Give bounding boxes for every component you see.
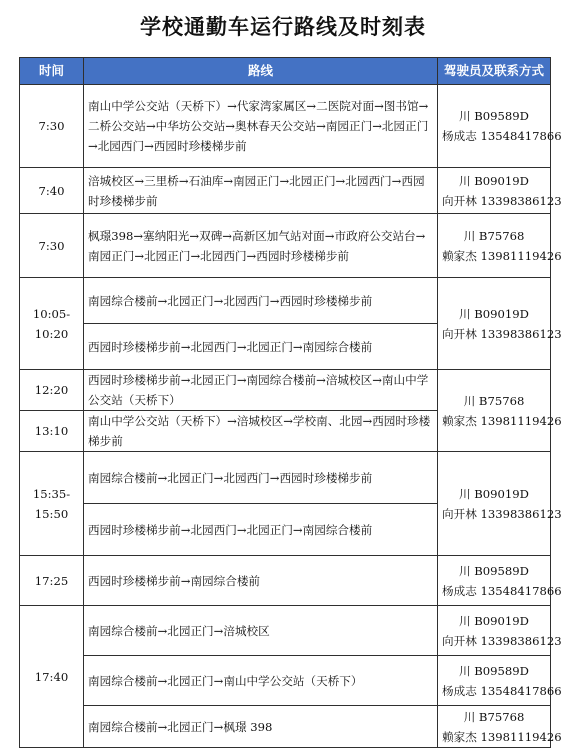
time-cell	[20, 278, 84, 370]
schedule-table	[19, 57, 562, 748]
vehicle-plate: 川 B09019D	[459, 306, 529, 321]
vehicle-plate: 川 B09019D	[459, 486, 529, 501]
vehicle-plate: 川 B75768	[463, 228, 525, 243]
driver-cell	[438, 85, 562, 168]
route-cell: 南园综合楼前→北园正门→涪城校区	[84, 606, 438, 656]
route-cell: 西园时珍楼梯步前→北园西门→北园正门→南园综合楼前	[84, 324, 438, 370]
header-driver: 驾驶员及联系方式	[438, 58, 551, 85]
route-cell: 南园综合楼前→北园正门→北园西门→西园时珍楼梯步前	[84, 278, 438, 324]
driver-contact: 向开林 13398386123	[442, 193, 562, 208]
route-cell: 南山中学公交站（天桥下）→代家湾家属区→二医院对面→图书馆→二桥公交站→中华坊公交站→奥林春天公交站→南园正门→北园正门→北园西门→西园时珍楼梯步前	[84, 85, 438, 168]
route-cell: 枫璟398→塞纳阳光→双碑→高新区加气站对面→市政府公交站台→南园正门→北园正门→北园西门→西园时珍楼梯步前	[84, 214, 438, 278]
driver-contact: 赖家杰 13981119426	[442, 413, 562, 428]
vehicle-plate: 川 B75768	[463, 393, 525, 408]
driver-cell	[438, 656, 562, 706]
table-row	[20, 370, 551, 411]
route-cell: 南园综合楼前→北园正门→北园西门→西园时珍楼梯步前	[84, 452, 438, 504]
vehicle-plate: 川 B09019D	[459, 613, 529, 628]
driver-cell	[438, 606, 562, 656]
route-cell: 西园时珍楼梯步前→南园综合楼前	[84, 556, 438, 606]
driver-contact: 赖家杰 13981119426	[442, 729, 562, 744]
driver-cell	[438, 556, 562, 606]
vehicle-plate: 川 B09589D	[459, 563, 529, 578]
route-cell: 西园时珍楼梯步前→北园正门→南园综合楼前→涪城校区→南山中学公交站（天桥下）	[84, 370, 438, 411]
table-row	[20, 706, 551, 748]
time-cell: 17:40	[20, 606, 84, 748]
table-row	[20, 214, 551, 278]
route-cell: 南山中学公交站（天桥下）→涪城校区→学校南、北园→西园时珍楼梯步前	[84, 411, 438, 452]
driver-cell	[438, 706, 562, 748]
driver-cell	[438, 452, 562, 556]
driver-contact: 杨成志 13548417866	[442, 129, 562, 143]
driver-contact: 赖家杰 13981119426	[442, 248, 562, 263]
driver-cell	[438, 278, 562, 370]
table-row	[20, 85, 551, 168]
route-cell: 南园综合楼前→北园正门→枫璟 398	[84, 706, 438, 748]
time-from: 10:05-	[32, 306, 71, 321]
header-route: 路线	[84, 58, 438, 85]
vehicle-plate: 川 B09589D	[459, 663, 529, 678]
vehicle-plate: 川 B09019D	[459, 173, 529, 188]
route-cell: 西园时珍楼梯步前→北园西门→北园正门→南园综合楼前	[84, 504, 438, 556]
table-row	[20, 452, 551, 504]
table-row	[20, 606, 551, 656]
vehicle-plate: 川 B09589D	[459, 109, 529, 123]
driver-contact: 向开林 13398386123	[442, 633, 562, 648]
route-cell: 南园综合楼前→北园正门→南山中学公交站（天桥下）	[84, 656, 438, 706]
time-cell	[20, 452, 84, 556]
table-row	[20, 656, 551, 706]
route-cell: 涪城校区→三里桥→石油库→南园正门→北园正门→北园西门→西园时珍楼梯步前	[84, 168, 438, 214]
time-to: 10:20	[34, 326, 69, 341]
time-cell: 7:30	[20, 214, 84, 278]
driver-cell	[438, 214, 562, 278]
driver-contact: 杨成志 13548417866	[442, 583, 562, 598]
driver-contact: 向开林 13398386123	[442, 506, 562, 521]
time-from: 15:35-	[32, 486, 71, 501]
table-row	[20, 278, 551, 324]
time-cell: 13:10	[20, 411, 84, 452]
time-cell: 17:25	[20, 556, 84, 606]
table-header-row	[20, 58, 551, 85]
driver-cell	[438, 168, 562, 214]
time-cell: 12:20	[20, 370, 84, 411]
vehicle-plate: 川 B75768	[463, 709, 525, 724]
page-title: 学校通勤车运行路线及时刻表	[140, 14, 426, 39]
time-cell: 7:30	[20, 85, 84, 168]
driver-cell	[438, 370, 562, 452]
header-time: 时间	[20, 58, 84, 85]
table-row	[20, 168, 551, 214]
driver-contact: 杨成志 13548417866	[442, 683, 562, 698]
time-cell: 7:40	[20, 168, 84, 214]
driver-contact: 向开林 13398386123	[442, 326, 562, 341]
table-row	[20, 556, 551, 606]
time-to: 15:50	[34, 506, 69, 521]
